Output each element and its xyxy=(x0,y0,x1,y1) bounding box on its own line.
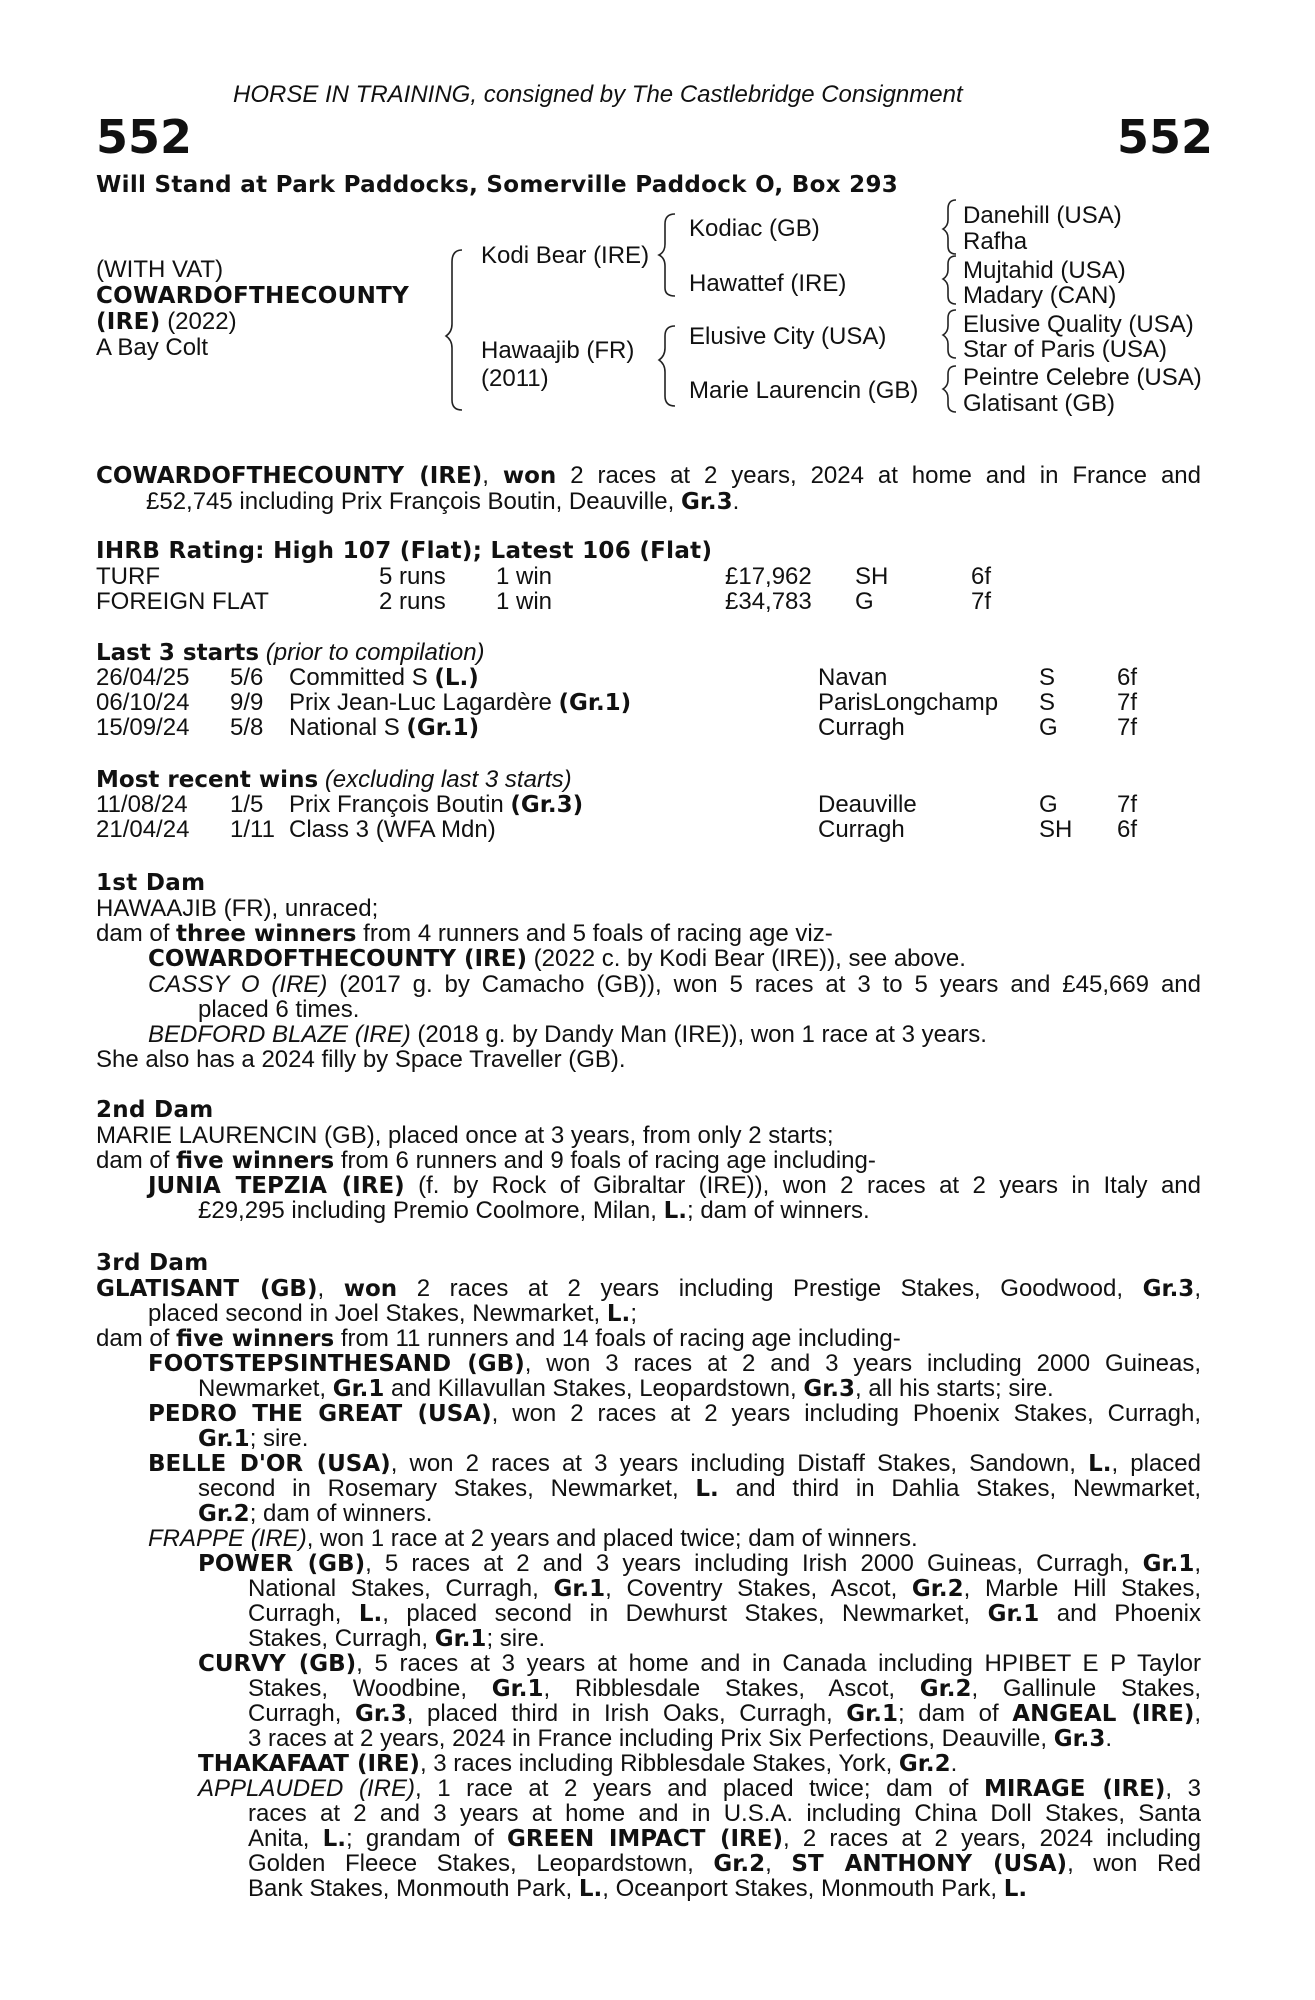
dam2-line-2: dam of five winners from 6 runners and 9 foals of racing age including- xyxy=(96,1147,876,1174)
recent-wins-heading-row: Most recent wins (excluding last 3 starts) xyxy=(96,766,572,793)
recent-win-race: Prix François Boutin (Gr.3) xyxy=(289,791,584,818)
last-start-distance: 7f xyxy=(1117,714,1138,741)
power-line-1: POWER (GB), 5 races at 2 and 3 years including Irish 2000 Guineas, Curragh, Gr.1, xyxy=(198,1550,1201,1577)
rating-surface: TURF xyxy=(96,563,160,590)
last-start-race: Committed S (L.) xyxy=(289,664,479,691)
horse-origin: (IRE) xyxy=(96,309,161,335)
pedigree-sire-sire: Kodiac (GB) xyxy=(689,215,820,242)
last-start-course: Navan xyxy=(818,664,888,691)
last-start-course: Curragh xyxy=(818,714,905,741)
power-line-2: National Stakes, Curragh, Gr.1, Coventry Stakes, Ascot, Gr.2, Marble Hill Stakes, xyxy=(248,1575,1201,1602)
last-start-going: G xyxy=(1039,714,1058,741)
last-start-date: 06/10/24 xyxy=(96,689,190,716)
dam1-line-5: placed 6 times. xyxy=(198,996,360,1023)
horse-name: COWARDOFTHECOUNTY xyxy=(96,283,410,309)
curvy-line-1: CURVY (GB), 5 races at 3 years at home and in Canada including HPIBET E P Taylor xyxy=(198,1650,1201,1677)
power-line-4: Stakes, Curragh, Gr.1; sire. xyxy=(248,1625,546,1652)
dam2-heading: 2nd Dam xyxy=(96,1097,214,1123)
recent-win-going: SH xyxy=(1039,816,1073,843)
lot-number-left: 552 xyxy=(96,110,193,164)
applauded-line-3: Anita, L.; grandam of GREEN IMPACT (IRE), 2 races at 2 years, 2024 including xyxy=(248,1825,1202,1852)
applauded-line-4: Golden Fleece Stakes, Leopardstown, Gr.2, ST ANTHONY (USA), won Red xyxy=(248,1850,1202,1877)
recent-win-position: 1/11 xyxy=(230,816,275,843)
horse-description: A Bay Colt xyxy=(96,334,209,361)
page-header-title: HORSE IN TRAINING, consigned by The Castlebridge Consignment xyxy=(233,81,963,108)
rating-distance: 6f xyxy=(971,563,992,590)
belle-dor-line-1: BELLE D'OR (USA), won 2 races at 3 years including Distaff Stakes, Sandown, L., placed xyxy=(148,1450,1201,1477)
rating-runs: 5 runs xyxy=(379,563,446,590)
recent-win-race: Class 3 (WFA Mdn) xyxy=(289,816,496,843)
dam3-line-3: dam of five winners from 11 runners and 14 foals of racing age including- xyxy=(96,1325,901,1352)
last-start-position: 9/9 xyxy=(230,689,264,716)
rating-going: SH xyxy=(855,563,889,590)
dam2-line-1: MARIE LAURENCIN (GB), placed once at 3 years, from only 2 starts; xyxy=(96,1122,834,1149)
pedigree-ds-dam: Star of Paris (USA) xyxy=(963,336,1168,363)
dam1-line-3: COWARDOFTHECOUNTY (IRE) (2022 c. by Kodi Bear (IRE)), see above. xyxy=(148,945,966,972)
recent-win-position: 1/5 xyxy=(230,791,264,818)
pedigree-ss-sire: Danehill (USA) xyxy=(963,202,1122,229)
last-start-race: National S (Gr.1) xyxy=(289,714,480,741)
last-start-distance: 7f xyxy=(1117,689,1138,716)
rating-going: G xyxy=(855,588,874,615)
footstepsinthesand-line-1: FOOTSTEPSINTHESAND (GB), won 3 races at 2 and 3 years including 2000 Guineas, xyxy=(148,1350,1202,1377)
frappe-line-1: FRAPPE (IRE), won 1 race at 2 years and placed twice; dam of winners. xyxy=(148,1525,918,1552)
belle-dor-line-2: second in Rosemary Stakes, Newmarket, L. and third in Dahlia Stakes, Newmarket, xyxy=(198,1475,1201,1502)
last-start-distance: 6f xyxy=(1117,664,1138,691)
summary-line-2: £52,745 including Prix François Boutin, Deauville, Gr.3. xyxy=(146,488,740,515)
power-line-3: Curragh, L., placed second in Dewhurst Stakes, Newmarket, Gr.1 and Phoenix xyxy=(248,1600,1202,1627)
recent-win-course: Curragh xyxy=(818,816,905,843)
dam1-heading: 1st Dam xyxy=(96,870,206,896)
stand-location: Will Stand at Park Paddocks, Somerville Paddock O, Box 293 xyxy=(96,172,899,198)
dam3-line-1: GLATISANT (GB), won 2 races at 2 years including Prestige Stakes, Goodwood, Gr.3, xyxy=(96,1275,1201,1302)
rating-runs: 2 runs xyxy=(379,588,446,615)
curvy-line-3: Curragh, Gr.3, placed third in Irish Oaks, Curragh, Gr.1; dam of ANGEAL (IRE), xyxy=(248,1700,1202,1727)
rating-wins: 1 win xyxy=(496,563,553,590)
rating-earnings: £34,783 xyxy=(725,588,812,615)
footstepsinthesand-line-2: Newmarket, Gr.1 and Killavullan Stakes, Leopardstown, Gr.3, all his starts; sire. xyxy=(198,1375,1054,1402)
last-starts-heading-row: Last 3 starts (prior to compilation) xyxy=(96,639,485,666)
pedigree-sire-dam: Hawattef (IRE) xyxy=(689,270,847,297)
belle-dor-line-3: Gr.2; dam of winners. xyxy=(198,1500,433,1527)
dam3-heading: 3rd Dam xyxy=(96,1250,209,1276)
last-start-date: 15/09/24 xyxy=(96,714,190,741)
pedigree-sd-sire: Mujtahid (USA) xyxy=(963,257,1126,284)
pedigree-ss-dam: Rafha xyxy=(963,228,1028,255)
pedigree-dam-year: (2011) xyxy=(481,365,549,392)
pedigree-dd-dam: Glatisant (GB) xyxy=(963,390,1116,417)
vat-status: (WITH VAT) xyxy=(96,256,224,283)
applauded-line-2: races at 2 and 3 years at home and in U.S.A. including China Doll Stakes, Santa xyxy=(248,1800,1201,1827)
dam1-line-6: BEDFORD BLAZE (IRE) (2018 g. by Dandy Man (IRE)), won 1 race at 3 years. xyxy=(148,1021,987,1048)
last-start-course: ParisLongchamp xyxy=(818,689,999,716)
last-start-race: Prix Jean-Luc Lagardère (Gr.1) xyxy=(289,689,632,716)
last-start-going: S xyxy=(1039,689,1056,716)
pedro-the-great-line-2: Gr.1; sire. xyxy=(198,1425,309,1452)
rating-distance: 7f xyxy=(971,588,992,615)
recent-win-distance: 7f xyxy=(1117,791,1138,818)
recent-win-course: Deauville xyxy=(818,791,917,818)
last-start-date: 26/04/25 xyxy=(96,664,190,691)
recent-win-date: 21/04/24 xyxy=(96,816,190,843)
dam3-line-2: placed second in Joel Stakes, Newmarket, L.; xyxy=(148,1300,637,1327)
pedigree-dam: Hawaajib (FR) xyxy=(481,337,635,364)
dam1-line-1: HAWAAJIB (FR), unraced; xyxy=(96,895,379,922)
last-start-going: S xyxy=(1039,664,1056,691)
recent-win-going: G xyxy=(1039,791,1058,818)
pedigree-dam-sire: Elusive City (USA) xyxy=(689,323,887,350)
pedigree-dam-dam: Marie Laurencin (GB) xyxy=(689,377,919,404)
last-start-position: 5/6 xyxy=(230,664,264,691)
thakafaat-line-1: THAKAFAAT (IRE), 3 races including Ribblesdale Stakes, York, Gr.2. xyxy=(198,1750,958,1777)
pedigree-dd-sire: Peintre Celebre (USA) xyxy=(963,364,1202,391)
pedigree-sire: Kodi Bear (IRE) xyxy=(481,242,650,269)
dam1-line-4: CASSY O (IRE) (2017 g. by Camacho (GB)), won 5 races at 3 to 5 years and £45,669 and xyxy=(148,971,1201,998)
dam2-line-4: £29,295 including Premio Coolmore, Milan, L.; dam of winners. xyxy=(198,1197,870,1224)
pedro-the-great-line-1: PEDRO THE GREAT (USA), won 2 races at 2 years including Phoenix Stakes, Curragh, xyxy=(148,1400,1201,1427)
dam1-line-7: She also has a 2024 filly by Space Traveller (GB). xyxy=(96,1046,626,1073)
dam1-line-2: dam of three winners from 4 runners and 5 foals of racing age viz- xyxy=(96,920,833,947)
horse-year: (2022) xyxy=(167,308,237,335)
rating-surface: FOREIGN FLAT xyxy=(96,588,269,615)
summary-line-1: COWARDOFTHECOUNTY (IRE), won 2 races at 2 years, 2024 at home and in France and xyxy=(96,462,1201,489)
recent-win-distance: 6f xyxy=(1117,816,1138,843)
last-start-position: 5/8 xyxy=(230,714,264,741)
applauded-line-1: APPLAUDED (IRE), 1 race at 2 years and placed twice; dam of MIRAGE (IRE), 3 xyxy=(198,1775,1202,1802)
recent-win-date: 11/08/24 xyxy=(96,791,188,818)
lot-number-right: 552 xyxy=(1117,110,1214,164)
rating-heading: IHRB Rating: High 107 (Flat); Latest 106 (Flat) xyxy=(96,538,713,564)
rating-earnings: £17,962 xyxy=(725,563,812,590)
pedigree-ds-sire: Elusive Quality (USA) xyxy=(963,311,1194,338)
curvy-line-2: Stakes, Woodbine, Gr.1, Ribblesdale Stakes, Ascot, Gr.2, Gallinule Stakes, xyxy=(248,1675,1201,1702)
rating-wins: 1 win xyxy=(496,588,553,615)
pedigree-sd-dam: Madary (CAN) xyxy=(963,282,1117,309)
dam2-line-3: JUNIA TEPZIA (IRE) (f. by Rock of Gibraltar (IRE)), won 2 races at 2 years in Italy and xyxy=(148,1172,1201,1199)
applauded-line-5: Bank Stakes, Monmouth Park, L., Oceanport Stakes, Monmouth Park, L. xyxy=(248,1875,1028,1902)
curvy-line-4: 3 races at 2 years, 2024 in France including Prix Six Perfections, Deauville, Gr.3. xyxy=(248,1725,1113,1752)
